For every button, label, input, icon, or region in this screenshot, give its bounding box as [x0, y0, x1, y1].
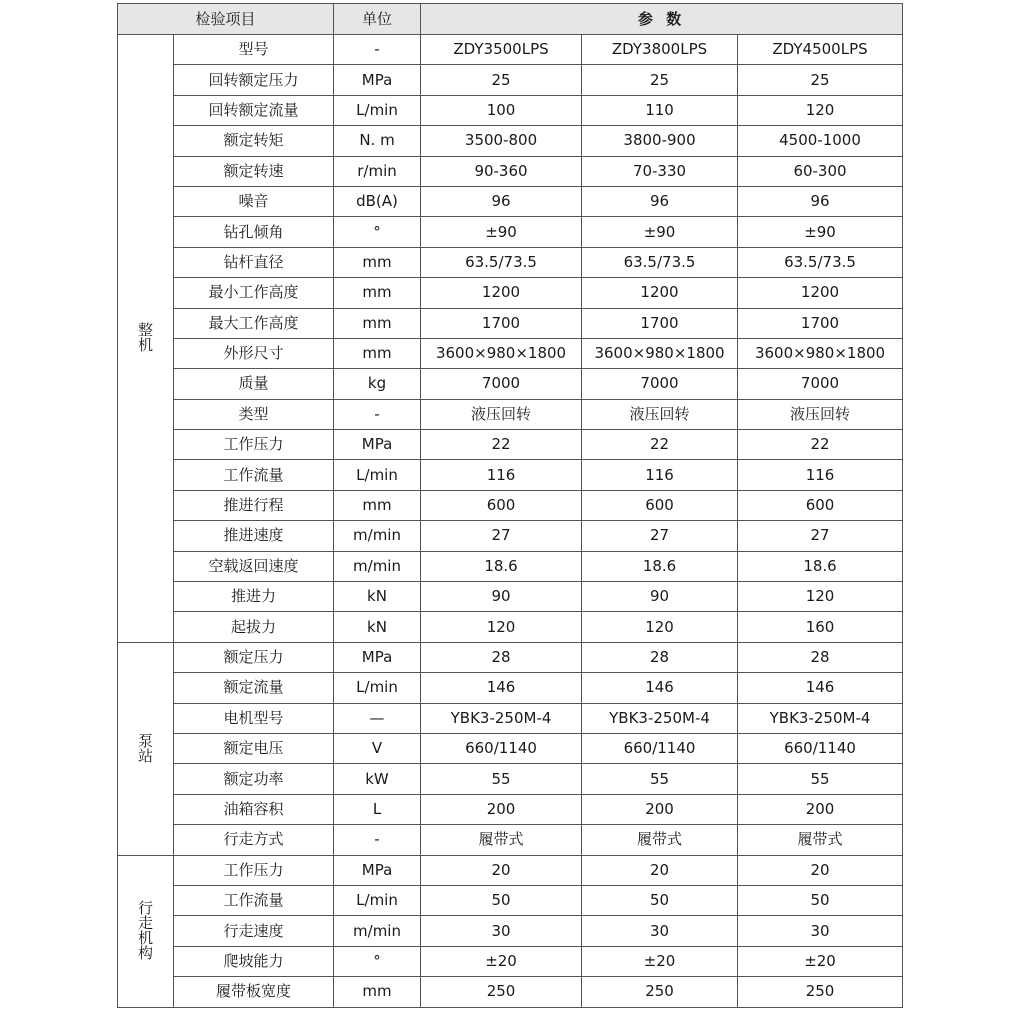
- unit-cell: -: [334, 399, 421, 429]
- param-value-3: 7000: [738, 369, 903, 399]
- param-value-1: 90: [421, 582, 582, 612]
- param-value-1: 履带式: [421, 825, 582, 855]
- unit-cell: mm: [334, 977, 421, 1007]
- group-label-char: 站: [137, 746, 153, 765]
- table-row: [118, 642, 903, 672]
- param-value-2: 250: [582, 977, 738, 1007]
- table-row: [118, 399, 903, 429]
- table-row: [118, 825, 903, 855]
- item-name: 工作流量: [174, 460, 334, 490]
- param-value-2: 27: [582, 521, 738, 551]
- param-value-1: 液压回转: [421, 399, 582, 429]
- param-value-3: 116: [738, 460, 903, 490]
- item-name: 质量: [174, 369, 334, 399]
- table-row: [118, 65, 903, 95]
- param-value-1: 27: [421, 521, 582, 551]
- param-value-1: 18.6: [421, 551, 582, 581]
- param-value-2: 7000: [582, 369, 738, 399]
- table-row: [118, 733, 903, 763]
- param-value-1: 1200: [421, 278, 582, 308]
- param-value-1: 90-360: [421, 156, 582, 186]
- item-name: 额定电压: [174, 733, 334, 763]
- param-value-2: ±90: [582, 217, 738, 247]
- param-value-2: 30: [582, 916, 738, 946]
- param-value-3: 200: [738, 794, 903, 824]
- table-row: [118, 885, 903, 915]
- table-row: [118, 490, 903, 520]
- table-row: [118, 369, 903, 399]
- header-item: 检验项目: [118, 4, 334, 35]
- param-value-2: 200: [582, 794, 738, 824]
- table-row: [118, 673, 903, 703]
- group-label-char: 机: [137, 336, 153, 355]
- param-value-2: 履带式: [582, 825, 738, 855]
- param-value-3: 28: [738, 642, 903, 672]
- item-name: 空载返回速度: [174, 551, 334, 581]
- header-unit: 单位: [334, 4, 421, 35]
- unit-cell: m/min: [334, 916, 421, 946]
- param-value-3: 250: [738, 977, 903, 1007]
- param-value-3: 18.6: [738, 551, 903, 581]
- param-value-1: 3600×980×1800: [421, 338, 582, 368]
- table-row: [118, 521, 903, 551]
- param-value-1: 3500-800: [421, 126, 582, 156]
- unit-cell: kN: [334, 612, 421, 642]
- item-name: 爬坡能力: [174, 946, 334, 976]
- item-name: 额定压力: [174, 642, 334, 672]
- table-body: [118, 35, 903, 1008]
- param-value-3: 20: [738, 855, 903, 885]
- item-name: 油箱容积: [174, 794, 334, 824]
- param-value-3: 履带式: [738, 825, 903, 855]
- group-label-travel-mechanism: [118, 855, 174, 1007]
- table-row: [118, 794, 903, 824]
- table-row: [118, 551, 903, 581]
- item-name: 回转额定压力: [174, 65, 334, 95]
- item-name: 电机型号: [174, 703, 334, 733]
- param-value-1: 63.5/73.5: [421, 247, 582, 277]
- unit-cell: m/min: [334, 521, 421, 551]
- param-value-3: 22: [738, 430, 903, 460]
- item-name: 行走方式: [174, 825, 334, 855]
- param-value-3: 660/1140: [738, 733, 903, 763]
- param-value-2: 70-330: [582, 156, 738, 186]
- param-value-2: 55: [582, 764, 738, 794]
- param-value-3: 160: [738, 612, 903, 642]
- param-value-1: 1700: [421, 308, 582, 338]
- param-value-3: 60-300: [738, 156, 903, 186]
- param-value-3: 96: [738, 186, 903, 216]
- param-value-3: 27: [738, 521, 903, 551]
- item-name: 噪音: [174, 186, 334, 216]
- item-name: 推进速度: [174, 521, 334, 551]
- table-row: [118, 217, 903, 247]
- param-value-1: ±90: [421, 217, 582, 247]
- param-value-2: 63.5/73.5: [582, 247, 738, 277]
- unit-cell: L/min: [334, 460, 421, 490]
- param-value-3: 30: [738, 916, 903, 946]
- unit-cell: mm: [334, 338, 421, 368]
- table-row: [118, 247, 903, 277]
- param-value-1: 116: [421, 460, 582, 490]
- param-value-2: 3800-900: [582, 126, 738, 156]
- param-value-1: 96: [421, 186, 582, 216]
- param-value-1: 120: [421, 612, 582, 642]
- table-row: [118, 460, 903, 490]
- item-name: 履带板宽度: [174, 977, 334, 1007]
- unit-cell: °: [334, 946, 421, 976]
- param-value-2: 3600×980×1800: [582, 338, 738, 368]
- unit-cell: —: [334, 703, 421, 733]
- param-value-3: ZDY4500LPS: [738, 35, 903, 65]
- group-label-pump-station: [118, 642, 174, 855]
- param-value-1: 100: [421, 95, 582, 125]
- param-value-3: 146: [738, 673, 903, 703]
- param-value-3: 25: [738, 65, 903, 95]
- param-value-3: ±20: [738, 946, 903, 976]
- param-value-2: YBK3-250M-4: [582, 703, 738, 733]
- item-name: 外形尺寸: [174, 338, 334, 368]
- param-value-3: 50: [738, 885, 903, 915]
- item-name: 类型: [174, 399, 334, 429]
- param-value-1: 660/1140: [421, 733, 582, 763]
- param-value-3: 4500-1000: [738, 126, 903, 156]
- unit-cell: m/min: [334, 551, 421, 581]
- table-row: [118, 855, 903, 885]
- item-name: 回转额定流量: [174, 95, 334, 125]
- table-row: [118, 582, 903, 612]
- unit-cell: L/min: [334, 673, 421, 703]
- param-value-2: 液压回转: [582, 399, 738, 429]
- unit-cell: MPa: [334, 65, 421, 95]
- unit-cell: MPa: [334, 642, 421, 672]
- unit-cell: L/min: [334, 885, 421, 915]
- param-value-1: YBK3-250M-4: [421, 703, 582, 733]
- group-label-char: 整: [137, 321, 153, 340]
- table-row: [118, 916, 903, 946]
- unit-cell: mm: [334, 247, 421, 277]
- item-name: 推进行程: [174, 490, 334, 520]
- param-value-2: 20: [582, 855, 738, 885]
- unit-cell: kW: [334, 764, 421, 794]
- group-label-whole-machine: [118, 35, 174, 643]
- header-params: 参 数: [421, 4, 903, 35]
- param-value-1: 600: [421, 490, 582, 520]
- unit-cell: °: [334, 217, 421, 247]
- table-row: [118, 126, 903, 156]
- param-value-2: 600: [582, 490, 738, 520]
- param-value-3: 600: [738, 490, 903, 520]
- param-value-3: 55: [738, 764, 903, 794]
- table-row: [118, 95, 903, 125]
- item-name: 工作流量: [174, 885, 334, 915]
- param-value-1: 250: [421, 977, 582, 1007]
- param-value-2: 110: [582, 95, 738, 125]
- unit-cell: r/min: [334, 156, 421, 186]
- param-value-3: 1200: [738, 278, 903, 308]
- table-row: [118, 156, 903, 186]
- param-value-1: 50: [421, 885, 582, 915]
- unit-cell: L/min: [334, 95, 421, 125]
- param-value-2: 146: [582, 673, 738, 703]
- param-value-3: 63.5/73.5: [738, 247, 903, 277]
- item-name: 行走速度: [174, 916, 334, 946]
- param-value-1: 146: [421, 673, 582, 703]
- item-name: 额定功率: [174, 764, 334, 794]
- param-value-1: 20: [421, 855, 582, 885]
- param-value-3: 120: [738, 95, 903, 125]
- group-label-char: 泵: [137, 731, 153, 750]
- param-value-1: 25: [421, 65, 582, 95]
- item-name: 型号: [174, 35, 334, 65]
- table-row: [118, 977, 903, 1007]
- param-value-2: 25: [582, 65, 738, 95]
- item-name: 钻杆直径: [174, 247, 334, 277]
- group-label-char: 行: [137, 899, 153, 918]
- unit-cell: mm: [334, 278, 421, 308]
- table-row: [118, 186, 903, 216]
- unit-cell: mm: [334, 490, 421, 520]
- unit-cell: MPa: [334, 855, 421, 885]
- unit-cell: -: [334, 35, 421, 65]
- unit-cell: MPa: [334, 430, 421, 460]
- param-value-3: 120: [738, 582, 903, 612]
- param-value-1: ±20: [421, 946, 582, 976]
- param-value-1: ZDY3500LPS: [421, 35, 582, 65]
- param-value-3: 3600×980×1800: [738, 338, 903, 368]
- param-value-2: 1200: [582, 278, 738, 308]
- header-row: [118, 4, 903, 35]
- unit-cell: dB(A): [334, 186, 421, 216]
- unit-cell: mm: [334, 308, 421, 338]
- param-value-2: 22: [582, 430, 738, 460]
- param-value-2: 116: [582, 460, 738, 490]
- param-value-1: 55: [421, 764, 582, 794]
- item-name: 最小工作高度: [174, 278, 334, 308]
- spec-table: [117, 3, 903, 1008]
- param-value-2: ±20: [582, 946, 738, 976]
- param-value-1: 28: [421, 642, 582, 672]
- item-name: 最大工作高度: [174, 308, 334, 338]
- table-row: [118, 703, 903, 733]
- item-name: 工作压力: [174, 855, 334, 885]
- group-label-char: 走: [137, 914, 153, 933]
- param-value-2: ZDY3800LPS: [582, 35, 738, 65]
- unit-cell: L: [334, 794, 421, 824]
- param-value-3: YBK3-250M-4: [738, 703, 903, 733]
- item-name: 额定转矩: [174, 126, 334, 156]
- unit-cell: N. m: [334, 126, 421, 156]
- param-value-2: 18.6: [582, 551, 738, 581]
- param-value-3: 1700: [738, 308, 903, 338]
- param-value-2: 90: [582, 582, 738, 612]
- table-row: [118, 430, 903, 460]
- unit-cell: V: [334, 733, 421, 763]
- param-value-2: 96: [582, 186, 738, 216]
- param-value-3: ±90: [738, 217, 903, 247]
- param-value-2: 50: [582, 885, 738, 915]
- table-row: [118, 612, 903, 642]
- table-row: [118, 308, 903, 338]
- param-value-2: 28: [582, 642, 738, 672]
- param-value-1: 30: [421, 916, 582, 946]
- table-row: [118, 946, 903, 976]
- table-row: [118, 764, 903, 794]
- table-row: [118, 35, 903, 65]
- param-value-2: 660/1140: [582, 733, 738, 763]
- item-name: 额定流量: [174, 673, 334, 703]
- table-row: [118, 278, 903, 308]
- item-name: 工作压力: [174, 430, 334, 460]
- param-value-1: 200: [421, 794, 582, 824]
- item-name: 钻孔倾角: [174, 217, 334, 247]
- table-row: [118, 338, 903, 368]
- item-name: 推进力: [174, 582, 334, 612]
- unit-cell: -: [334, 825, 421, 855]
- param-value-2: 1700: [582, 308, 738, 338]
- param-value-1: 22: [421, 430, 582, 460]
- param-value-2: 120: [582, 612, 738, 642]
- param-value-3: 液压回转: [738, 399, 903, 429]
- group-label-char: 构: [137, 944, 153, 963]
- param-value-1: 7000: [421, 369, 582, 399]
- unit-cell: kg: [334, 369, 421, 399]
- item-name: 额定转速: [174, 156, 334, 186]
- unit-cell: kN: [334, 582, 421, 612]
- group-label-char: 机: [137, 929, 153, 948]
- item-name: 起拔力: [174, 612, 334, 642]
